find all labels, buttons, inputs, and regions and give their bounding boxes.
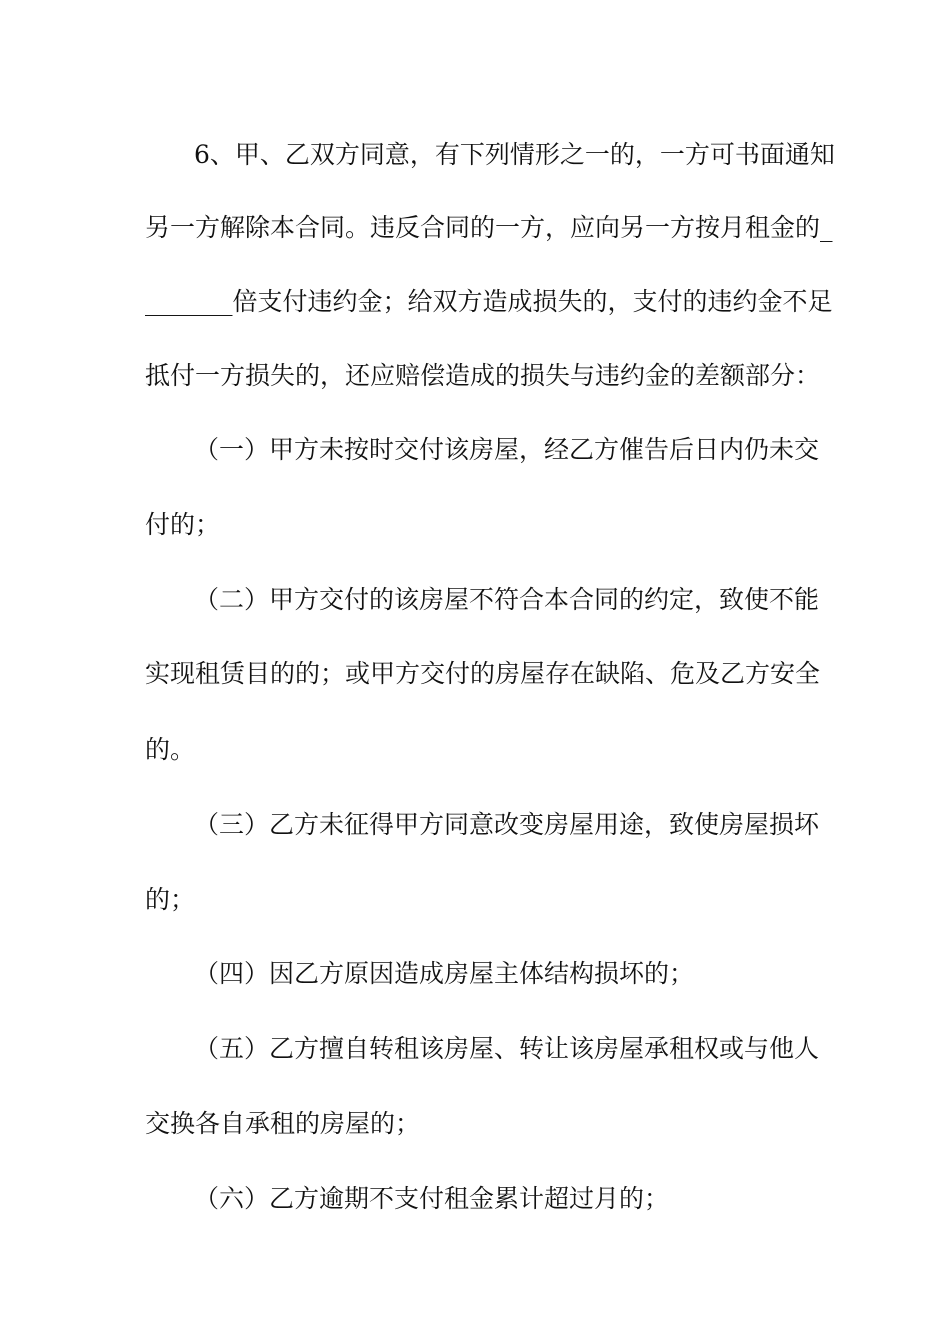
item-2-line-3: 的。: [145, 735, 196, 764]
clause-6-line-3: _______倍支付违约金；给双方造成损失的，支付的违约金不足: [145, 287, 833, 316]
item-2-line-1: （二）甲方交付的该房屋不符合本合同的约定，致使不能: [194, 585, 820, 614]
item-6-line-1: （六）乙方逾期不支付租金累计超过月的；: [194, 1184, 670, 1213]
item-5-line-2: 交换各自承租的房屋的；: [145, 1109, 421, 1138]
item-1-line-2: 付的；: [145, 510, 221, 539]
clause-6-line-2: 另一方解除本合同。违反合同的一方，应向另一方按月租金的_: [145, 213, 833, 242]
item-5-line-1: （五）乙方擅自转租该房屋、转让该房屋承租权或与他人: [194, 1034, 820, 1063]
item-2-line-2: 实现租赁目的的；或甲方交付的房屋存在缺陷、危及乙方安全: [145, 659, 821, 688]
item-3-line-2: 的；: [145, 885, 196, 914]
clause-6-line-4: 抵付一方损失的，还应赔偿造成的损失与违约金的差额部分：: [145, 361, 821, 390]
clause-6-line-1: 6、甲、乙双方同意，有下列情形之一的，一方可书面通知: [194, 140, 835, 169]
item-4-line-1: （四）因乙方原因造成房屋主体结构损坏的；: [194, 959, 695, 988]
item-3-line-1: （三）乙方未征得甲方同意改变房屋用途，致使房屋损坏: [194, 810, 820, 839]
item-1-line-1: （一）甲方未按时交付该房屋，经乙方催告后日内仍未交: [194, 435, 820, 464]
